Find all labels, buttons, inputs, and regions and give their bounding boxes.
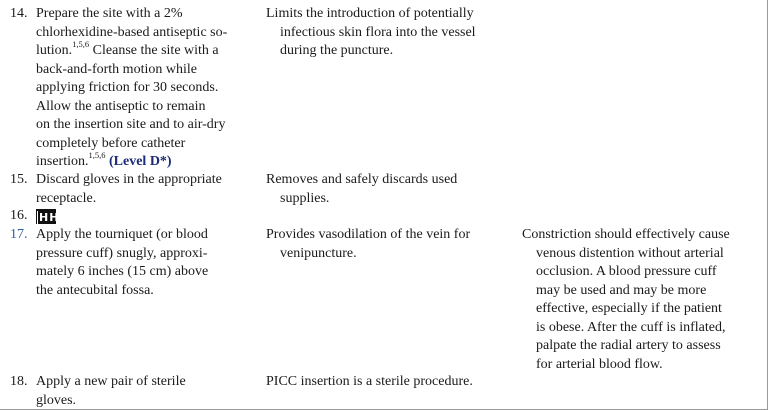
rationale-column: Limits the introduction of potentially infectious skin flora into the vessel during the puncture. [266,6,476,58]
step-text: Prepare the site with a 2% chlorhexidine-based antiseptic so- lution.$^{1,5,6}$ Cleanse the site with a back-and-forth motion while applying friction for 30 seconds. Allow the antiseptic to remain on the insertion site and to air-dry completely before catheter insertion.$^{1,5,6}$ (Level D*) [36,6,228,169]
rationale-column: PICC insertion is a sterile procedure. [266,374,473,389]
step-text: Apply a new pair of sterile gloves. [36,374,186,408]
reference-superscript: 1,5,6 [88,150,106,161]
step-number: 16. [10,208,28,223]
special-considerations-column: Constriction should effectively cause venous distention without arterial occlusion. A blood pressure cuff may be used and may be more effective, especially if the patient is obese. After the cuff is inflated, palpate the radial artery to assess for arterial blood flow. [522,227,730,372]
step-number[interactable]: 17. [10,227,28,242]
step-text: Discard gloves in the appropriate receptacle. [36,172,222,206]
step-number: 18. [10,374,28,389]
hand-hygiene-icon: HH [36,209,56,224]
rationale-column: Removes and safely discards used supplies. [266,172,458,206]
reference-superscript: 1,5,6 [72,39,90,50]
step-number: 15. [10,172,28,187]
step-number: 14. [10,6,28,21]
step-text: Apply the tourniquet (or blood pressure cuff) snugly, approxi- mately 6 inches (15 cm) above the antecubital fossa. [36,227,209,298]
rationale-column: Provides vasodilation of the vein for venipuncture. [266,227,471,261]
evidence-level: (Level D*) [109,154,172,169]
